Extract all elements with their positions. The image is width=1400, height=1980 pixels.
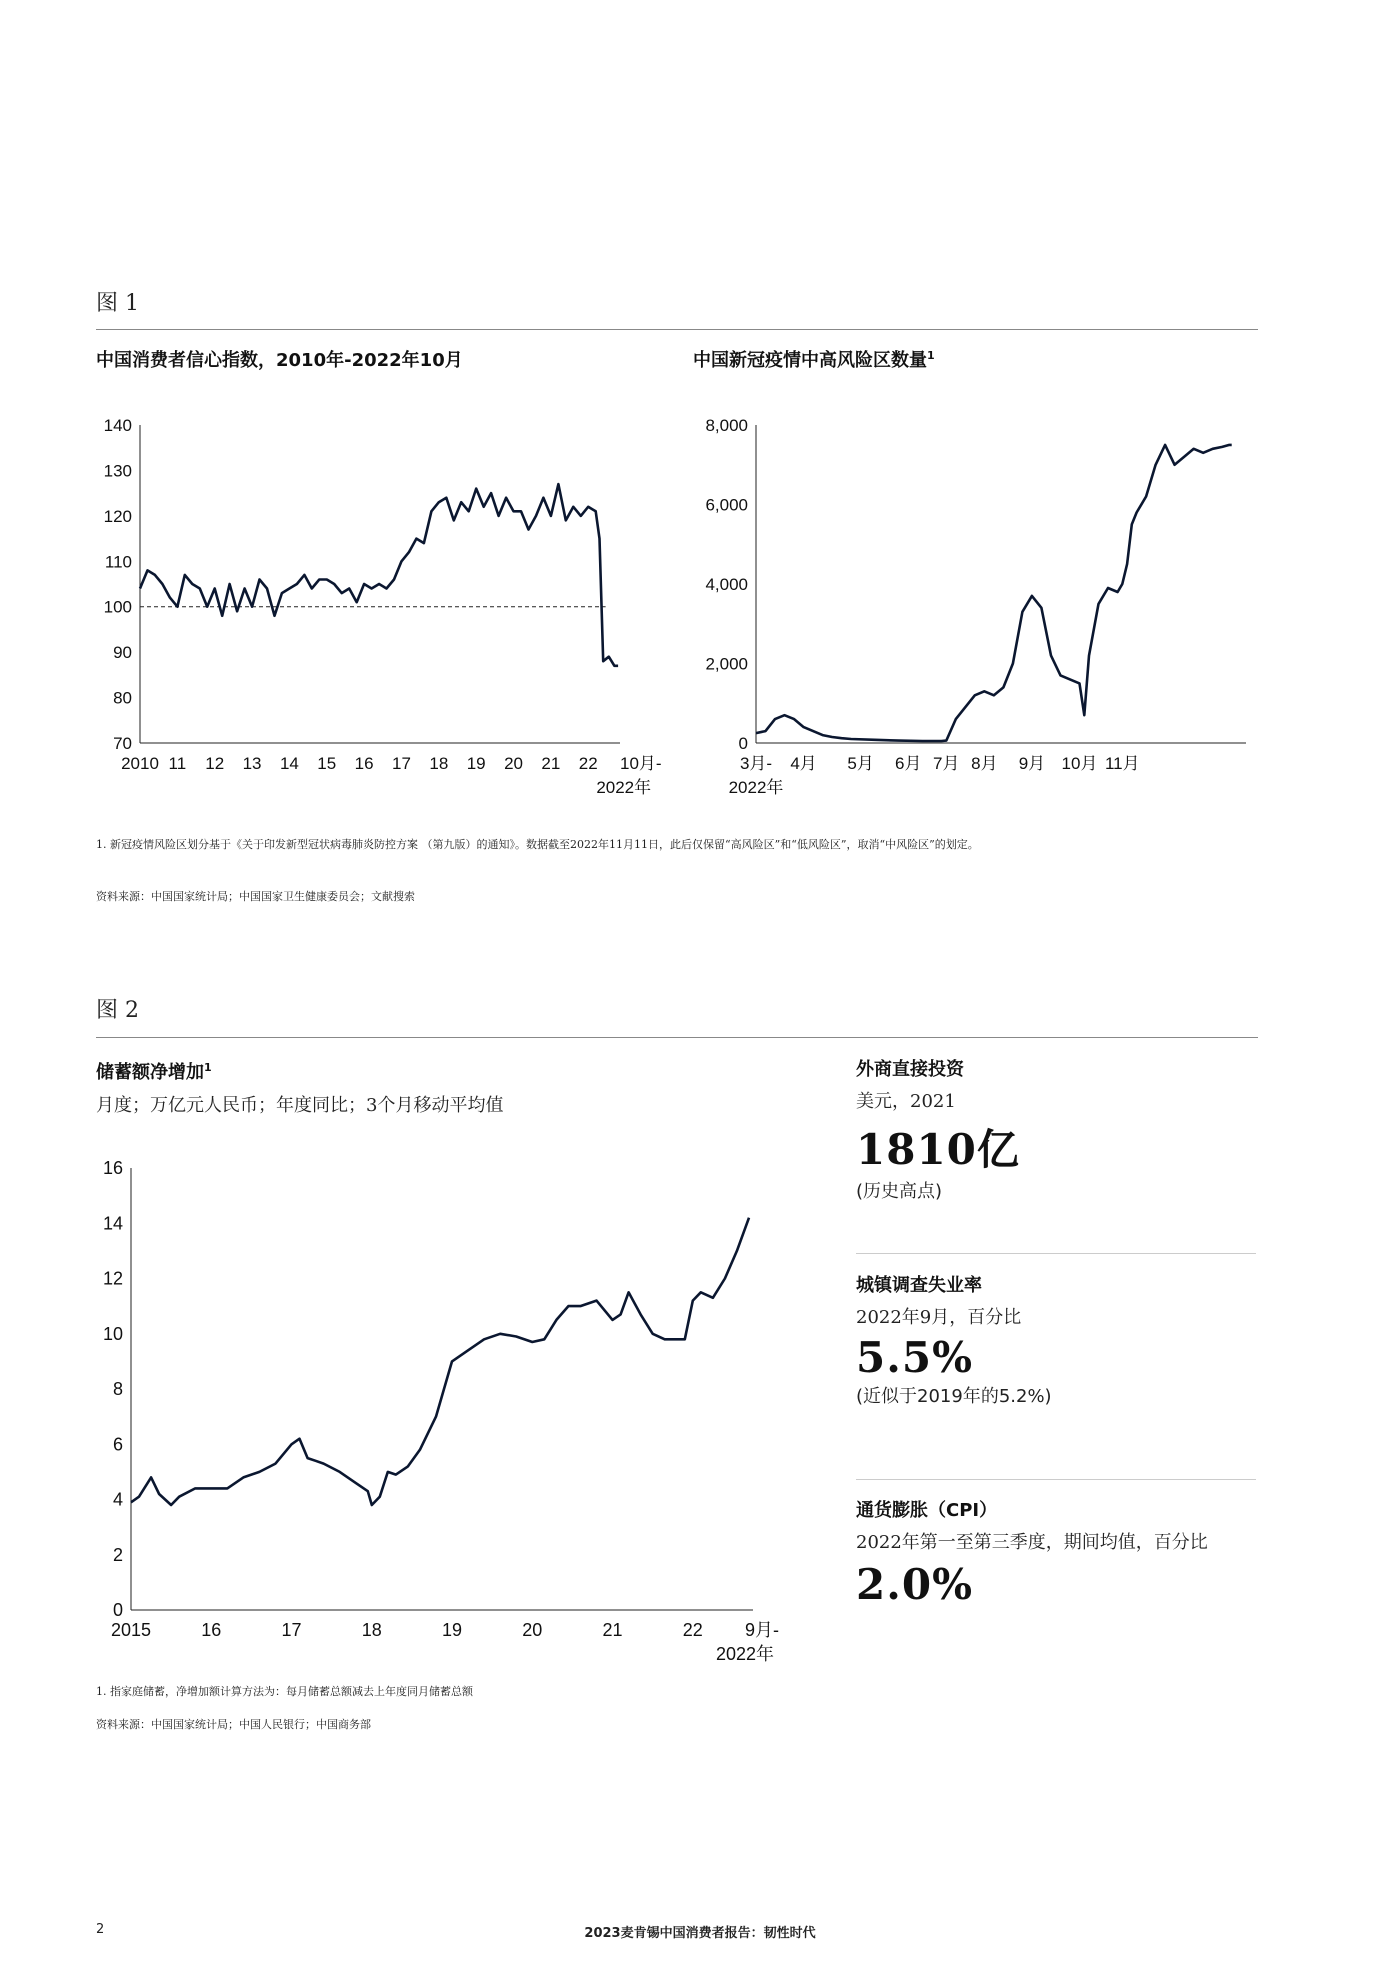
x-tick-label: 17 [281,1620,302,1640]
x-tick-label: 7月 [933,754,960,773]
x-tick-label: 2022年 [728,778,784,797]
x-tick-label: 3月- [739,754,773,773]
figure-2-footnote: 1. 指家庭储蓄，净增加额计算方法为：每月储蓄总额减去上年度同月储蓄总额 [96,1685,473,1698]
x-tick-label: 22 [682,1620,703,1640]
figure-1-divider [96,329,1258,330]
x-tick-label: 16 [201,1620,222,1640]
x-tick-label: 12 [205,754,225,773]
y-tick-label: 2 [112,1544,123,1565]
kpi-unemployment [856,1271,1256,1408]
y-tick-label: 140 [103,416,132,435]
x-tick-label: 19 [466,754,486,773]
x-tick-label: 10月- [620,754,662,773]
kpi-unemployment-subtitle: 2022年9月，百分比 [856,1307,1022,1328]
x-tick-label: 5月 [847,754,874,773]
y-tick-label: 4 [112,1489,123,1510]
y-tick-label: 120 [103,506,132,526]
y-tick-label: 70 [113,734,132,753]
chart-1-title: 中国消费者信心指数，2010年-2022年10月 [96,350,463,371]
x-tick-label: 18 [361,1620,382,1640]
savings-increase-chart [86,1150,806,1670]
y-tick-label: 8,000 [705,416,748,435]
consumer-confidence-chart [86,410,676,800]
page-number: 2 [96,1922,105,1937]
covid-risk-area-chart [680,410,1280,800]
chart-3-title-text: 储蓄额净增加 [96,1062,204,1083]
x-tick-label: 15 [317,754,337,773]
figure-1-source: 资料来源：中国国家统计局；中国国家卫生健康委员会；文献搜索 [96,890,415,903]
kpi-cpi-subtitle: 2022年第一至第三季度，期间均值，百分比 [856,1532,1208,1553]
chart-2-title [693,346,935,372]
x-tick-label: 11 [168,754,187,773]
series-line [756,445,1232,741]
x-tick-label: 18 [429,754,449,773]
series-line [131,1218,749,1505]
chart-2-title-superscript: 1 [927,349,935,362]
kpi-cpi-value: 2.0% [856,1560,973,1609]
kpi-fdi-title: 外商直接投资 [856,1059,964,1080]
x-tick-label: 2015 [110,1620,152,1640]
y-tick-label: 4,000 [705,575,748,594]
chart-3-title-superscript: 1 [204,1061,212,1074]
footer-title: 2023麦肯锡中国消费者报告：韧性时代 [584,1926,816,1941]
figure-2-source: 资料来源：中国国家统计局；中国人民银行；中国商务部 [96,1718,371,1731]
x-tick-label: 21 [541,754,561,773]
x-tick-label: 9月 [1018,754,1046,773]
x-tick-label: 9月- [744,1620,779,1640]
y-tick-label: 16 [102,1158,123,1178]
kpi-divider-2 [856,1479,1256,1480]
kpi-fdi-note: (历史高点) [856,1181,943,1202]
chart-3-subtitle: 月度；万亿元人民币；年度同比；3个月移动平均值 [96,1095,504,1116]
kpi-fdi-subtitle: 美元，2021 [856,1091,956,1112]
y-tick-label: 0 [738,734,748,753]
y-tick-label: 6 [112,1434,123,1455]
kpi-unemployment-title: 城镇调查失业率 [856,1275,982,1296]
kpi-cpi-title: 通货膨胀（CPI） [856,1500,998,1521]
figure-2-label: 图 2 [96,998,139,1023]
y-tick-label: 14 [102,1213,123,1234]
x-tick-label: 20 [504,754,524,773]
x-tick-label: 21 [602,1620,623,1640]
y-tick-label: 90 [113,643,132,663]
x-tick-label: 11月 [1104,754,1140,773]
x-tick-label: 16 [354,754,374,773]
y-tick-label: 8 [112,1379,123,1399]
kpi-fdi-value: 1810亿 [856,1125,1020,1174]
y-tick-label: 6,000 [705,495,748,515]
x-tick-label: 20 [522,1620,543,1640]
chart-2-title-text: 中国新冠疫情中高风险区数量 [693,350,927,371]
x-tick-label: 10月 [1061,754,1098,773]
kpi-cpi [856,1496,1256,1609]
kpi-fdi [856,1055,1256,1203]
y-tick-label: 10 [102,1323,123,1344]
x-tick-label: 4月 [790,754,817,773]
x-tick-label: 2010 [121,754,159,773]
x-tick-label: 13 [242,754,262,773]
y-tick-label: 0 [112,1600,123,1620]
x-tick-label: 19 [442,1620,463,1640]
y-tick-label: 12 [102,1268,123,1289]
figure-1-label: 图 1 [96,291,139,316]
kpi-divider-1 [856,1253,1256,1254]
y-tick-label: 130 [103,461,132,481]
y-tick-label: 80 [113,688,132,708]
x-tick-label: 6月 [894,754,922,773]
kpi-unemployment-value: 5.5% [856,1333,973,1382]
chart-3-title [96,1058,212,1084]
y-tick-label: 110 [104,552,132,572]
series-line [140,484,618,666]
x-tick-label: 2022年 [715,1644,774,1664]
y-tick-label: 2,000 [705,654,748,674]
x-tick-label: 8月 [971,754,998,773]
x-tick-label: 2022年 [596,778,652,797]
x-tick-label: 14 [279,754,299,773]
figure-1-footnote: 1. 新冠疫情风险区划分基于《关于印发新型冠状病毒肺炎防控方案 （第九版）的通知》。数据截至2022年11月11日，此后仅保留“高风险区”和“低风险区”，取消“中风险区”的划定。 [96,838,979,851]
figure-2-divider [96,1037,1258,1038]
x-tick-label: 22 [578,754,598,773]
y-tick-label: 100 [103,597,132,617]
x-tick-label: 17 [392,754,411,773]
kpi-unemployment-note: (近似于2019年的5.2%) [856,1386,1052,1407]
